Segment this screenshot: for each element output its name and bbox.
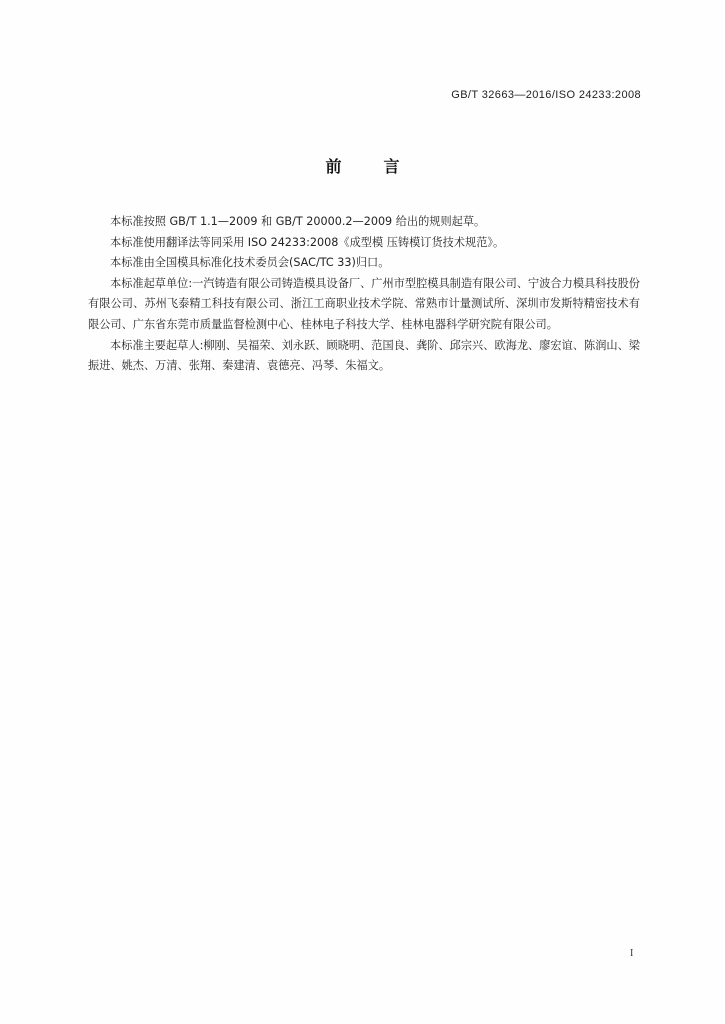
foreword-body — [88, 212, 640, 377]
page-number: I — [630, 948, 634, 959]
paragraph-drafting-rules: 本标准按照 GB/T 1.1—2009 和 GB/T 20000.2—2009 给出的规则起草。 — [110, 215, 486, 228]
page-title: 前言 — [325, 157, 442, 176]
paragraph-adoption: 本标准使用翻译法等同采用 ISO 24233:2008《成型模 压铸模订货技术规范》。 — [110, 235, 505, 249]
paragraph-drafters: 本标准主要起草人:柳刚、吴福荣、刘永跃、顾晓明、范国良、龚阶、邱宗兴、欧海龙、廖宏谊、陈润山、梁振进、姚杰、万清、张翔、秦建清、袁德亮、冯琴、朱福文。 — [88, 338, 640, 373]
standard-number-header: GB/T 32663—2016/ISO 24233:2008 — [451, 89, 641, 101]
paragraph-committee: 本标准由全国模具标准化技术委员会(SAC/TC 33)归口。 — [110, 256, 390, 270]
paragraph-drafting-units: 本标准起草单位:一汽铸造有限公司铸造模具设备厂、广州市型腔模具制造有限公司、宁波合力模具科技股份有限公司、苏州飞泰精工科技有限公司、浙江工商职业技术学院、常熟市计量测试所、深圳市发斯特精密技术有限公司、广东省东莞市质量监督检测中心、桂林电子科技大学、桂林电器科学研究院有限公司。 — [88, 276, 640, 331]
